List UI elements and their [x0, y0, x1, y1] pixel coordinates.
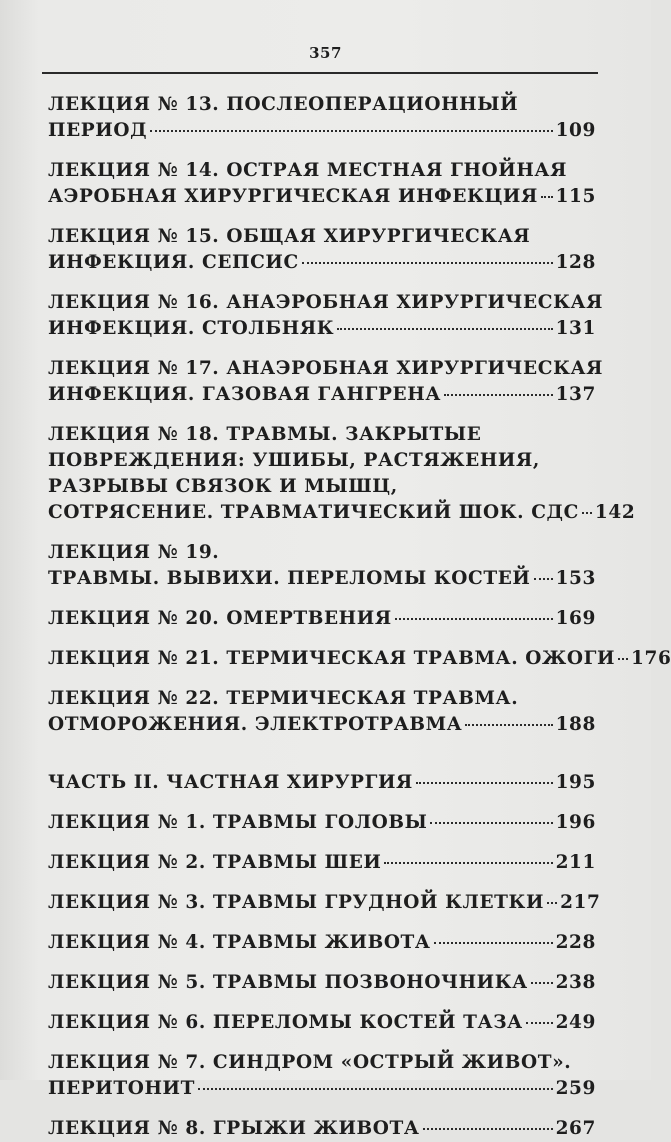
- toc-entry-title: ПОВРЕЖДЕНИЯ: УШИБЫ, РАСТЯЖЕНИЯ,: [48, 450, 540, 471]
- toc-entry-title: ИНФЕКЦИЯ. ГАЗОВАЯ ГАНГРЕНА: [48, 384, 441, 405]
- toc-entry: [48, 1116, 596, 1142]
- toc-entry-title: ЛЕКЦИЯ № 14. ОСТРАЯ МЕСТНАЯ ГНОЙНАЯ: [48, 160, 567, 181]
- toc-line: [48, 250, 596, 276]
- toc-line: [48, 316, 596, 342]
- dot-leader: [465, 724, 552, 726]
- toc-line: [48, 770, 596, 796]
- toc-part-entry: [48, 770, 596, 796]
- dot-leader: [531, 982, 553, 984]
- dot-leader: [302, 262, 553, 264]
- toc-entry-title: ЛЕКЦИЯ № 17. АНАЭРОБНАЯ ХИРУРГИЧЕСКАЯ: [48, 358, 604, 379]
- toc-entry-title: ЧАСТЬ II. ЧАСТНАЯ ХИРУРГИЯ: [48, 772, 413, 793]
- toc-line: [48, 224, 596, 250]
- toc-entry: [48, 890, 601, 916]
- dot-leader: [434, 942, 553, 944]
- dot-leader: [430, 822, 552, 824]
- toc-entry-title: ТРАВМЫ. ВЫВИХИ. ПЕРЕЛОМЫ КОСТЕЙ: [48, 568, 531, 589]
- toc-entry-title: ЛЕКЦИЯ № 7. СИНДРОМ «ОСТРЫЙ ЖИВОТ».: [48, 1052, 572, 1073]
- toc-line: [48, 1050, 596, 1076]
- toc-entry-title: ЛЕКЦИЯ № 13. ПОСЛЕОПЕРАЦИОННЫЙ: [48, 94, 519, 115]
- toc-entry-title: ИНФЕКЦИЯ. СЕПСИС: [48, 252, 299, 273]
- toc-page-number: 196: [555, 812, 596, 833]
- toc-line: [48, 540, 596, 566]
- toc-line: [48, 566, 596, 592]
- page-number: 357: [309, 44, 342, 62]
- toc-entry-title: ЛЕКЦИЯ № 4. ТРАВМЫ ЖИВОТА: [48, 932, 431, 953]
- toc-page-number: 128: [555, 252, 596, 273]
- toc-entry-title: СОТРЯСЕНИЕ. ТРАВМАТИЧЕСКИЙ ШОК. СДС: [48, 502, 579, 523]
- toc-line: [48, 930, 596, 956]
- toc-entry: [48, 850, 596, 876]
- toc-entry-title: ЛЕКЦИЯ № 19.: [48, 542, 220, 563]
- toc-entry-title: ЛЕКЦИЯ № 20. ОМЕРТВЕНИЯ: [48, 608, 392, 629]
- toc-entry: [48, 356, 604, 408]
- toc-entry-title: ЛЕКЦИЯ № 15. ОБЩАЯ ХИРУРГИЧЕСКАЯ: [48, 226, 531, 247]
- toc-page-number: 249: [555, 1012, 596, 1033]
- dot-leader: [526, 1022, 553, 1024]
- toc-line: [48, 422, 596, 448]
- toc-entry-title: РАЗРЫВЫ СВЯЗОК И МЫШЦ,: [48, 476, 398, 497]
- toc-page-number: 228: [555, 932, 596, 953]
- toc-entry-title: ИНФЕКЦИЯ. СТОЛБНЯК: [48, 318, 335, 339]
- toc-entry: [48, 290, 604, 342]
- toc-entry: [48, 970, 596, 996]
- toc-page-number: 211: [555, 852, 596, 873]
- toc-entry-title: ЛЕКЦИЯ № 22. ТЕРМИЧЕСКАЯ ТРАВМА.: [48, 688, 519, 709]
- toc-entry: [48, 686, 596, 738]
- toc-page-number: 267: [555, 1118, 596, 1139]
- toc-page-number: 115: [555, 186, 596, 207]
- toc-entry-title: ЛЕКЦИЯ № 16. АНАЭРОБНАЯ ХИРУРГИЧЕСКАЯ: [48, 292, 604, 313]
- dot-leader: [337, 328, 552, 330]
- toc-entry-title: ПЕРИОД: [48, 120, 148, 141]
- toc-line: [48, 1116, 596, 1142]
- toc-line: [48, 606, 596, 632]
- dot-leader: [423, 1128, 553, 1130]
- toc-entry-title: АЭРОБНАЯ ХИРУРГИЧЕСКАЯ ИНФЕКЦИЯ: [48, 186, 538, 207]
- toc-line: [48, 970, 596, 996]
- dot-leader: [541, 196, 553, 198]
- toc-line: [48, 92, 596, 118]
- toc-entry: [48, 606, 596, 632]
- dot-leader: [384, 862, 552, 864]
- toc-entry-title: ЛЕКЦИЯ № 3. ТРАВМЫ ГРУДНОЙ КЛЕТКИ: [48, 892, 545, 913]
- toc-page-number: 169: [555, 608, 596, 629]
- toc-entry-title: ЛЕКЦИЯ № 6. ПЕРЕЛОМЫ КОСТЕЙ ТАЗА: [48, 1012, 523, 1033]
- toc-line: [48, 1076, 596, 1102]
- dot-leader: [547, 902, 557, 904]
- toc-line: [48, 810, 596, 836]
- dot-leader: [534, 578, 553, 580]
- dot-leader: [416, 782, 553, 784]
- toc-entry-title: ЛЕКЦИЯ № 21. ТЕРМИЧЕСКАЯ ТРАВМА. ОЖОГИ: [48, 648, 616, 669]
- toc-line: [48, 850, 596, 876]
- toc-entry: [48, 810, 596, 836]
- dot-leader: [582, 512, 592, 514]
- dot-leader: [444, 394, 553, 396]
- toc-entry-title: ЛЕКЦИЯ № 5. ТРАВМЫ ПОЗВОНОЧНИКА: [48, 972, 528, 993]
- toc-entry: [48, 158, 596, 210]
- dot-leader: [198, 1088, 553, 1090]
- toc-page-number: 188: [555, 714, 596, 735]
- toc-entry: [48, 92, 596, 144]
- toc-line: [48, 290, 604, 316]
- dot-leader: [150, 130, 552, 132]
- toc-entry: [48, 930, 596, 956]
- toc-entry: [48, 422, 636, 526]
- toc-page-number: 176: [631, 648, 671, 669]
- dot-leader: [395, 618, 553, 620]
- toc-entry: [48, 540, 596, 592]
- toc-page-number: 109: [555, 120, 596, 141]
- toc-line: [48, 686, 596, 712]
- toc-line: [48, 448, 596, 474]
- toc-line: [48, 500, 636, 526]
- toc-page-number: 217: [560, 892, 601, 913]
- toc-line: [48, 890, 601, 916]
- toc-page-number: 142: [594, 502, 636, 523]
- toc-entry-title: ЛЕКЦИЯ № 18. ТРАВМЫ. ЗАКРЫТЫЕ: [48, 424, 482, 445]
- toc-entry: [48, 224, 596, 276]
- toc-line: [48, 474, 596, 500]
- toc-line: [48, 118, 596, 144]
- toc-entry: [48, 646, 671, 672]
- toc-page-number: 259: [555, 1078, 596, 1099]
- table-of-contents: [48, 92, 671, 1142]
- toc-line: [48, 184, 596, 210]
- toc-page-number: 137: [555, 384, 596, 405]
- toc-entry: [48, 1050, 596, 1102]
- header-rule: [42, 72, 598, 74]
- toc-entry: [48, 1010, 596, 1036]
- toc-line: [48, 158, 596, 184]
- toc-line: [48, 382, 596, 408]
- toc-line: [48, 646, 671, 672]
- dot-leader: [618, 658, 628, 660]
- toc-line: [48, 712, 596, 738]
- toc-line: [48, 356, 604, 382]
- toc-entry-title: ПЕРИТОНИТ: [48, 1078, 195, 1099]
- toc-page-number: 131: [555, 318, 596, 339]
- toc-line: [48, 1010, 596, 1036]
- toc-page-number: 153: [555, 568, 596, 589]
- toc-page-number: 195: [555, 772, 596, 793]
- toc-page-number: 238: [555, 972, 596, 993]
- toc-entry-title: ЛЕКЦИЯ № 1. ТРАВМЫ ГОЛОВЫ: [48, 812, 428, 833]
- toc-entry-title: ОТМОРОЖЕНИЯ. ЭЛЕКТРОТРАВМА: [48, 714, 463, 735]
- toc-entry-title: ЛЕКЦИЯ № 8. ГРЫЖИ ЖИВОТА: [48, 1118, 420, 1139]
- toc-entry-title: ЛЕКЦИЯ № 2. ТРАВМЫ ШЕИ: [48, 852, 382, 873]
